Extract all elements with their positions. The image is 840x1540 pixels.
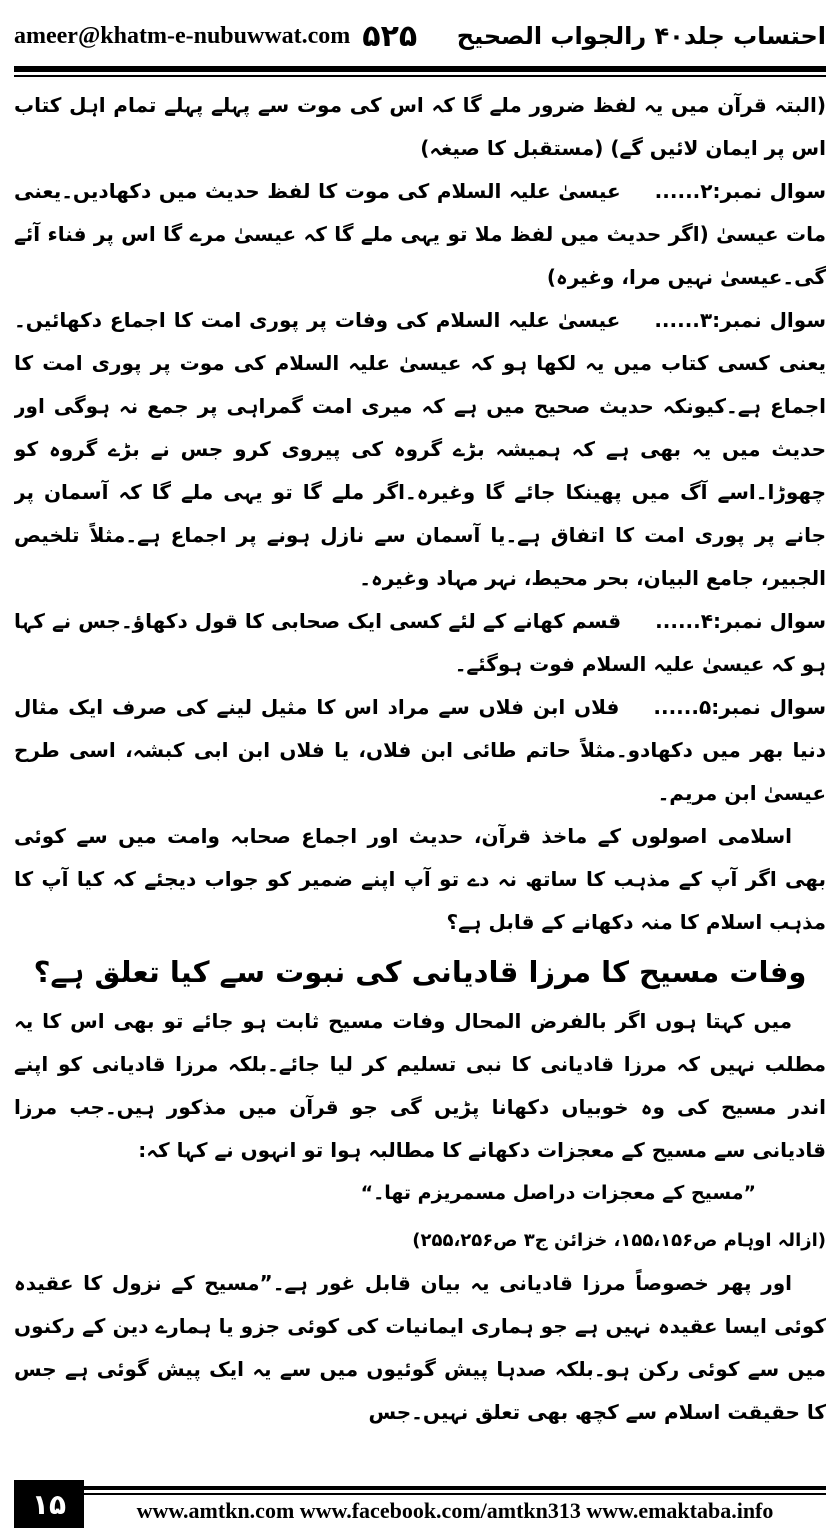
header-rule-thick: [14, 66, 826, 72]
paragraph-last: اور پھر خصوصاً مرزا قادیانی یہ بیان قابل غور ہے۔”مسیح کے نزول کا عقیدہ کوئی ایسا عقیدہ نہیں ہے جو ہماری ایمانیات کی کوئی جزو یا ہمارے دین کے رکنوں میں سے کوئی رکن ہو۔بلکہ صدہا پیش گوئیوں میں سے یہ ایک پیش گوئی ہے جس کا حقیقت اسلام سے کچھ بھی تعلق نہیں۔جس: [14, 1271, 826, 1424]
header-email: ameer@khatm-e-nubuwwat.com: [14, 22, 351, 49]
paragraph-principles: اسلامی اصولوں کے ماخذ قرآن، حدیث اور اجماع صحابہ وامت میں سے کوئی بھی اگر آپ کے مذہب کا ساتھ نہ دے تو آپ اپنے ضمیر کو جواب دیجئے کہ کیا آپ کا مذہب اسلام کا منہ دکھانے کے قابل ہے؟: [14, 824, 826, 934]
header-page-number: ۵۲۵: [362, 18, 418, 54]
quotation: ”مسیح کے معجزات دراصل مسمریزم تھا۔“: [360, 1182, 756, 1204]
page-header: [14, 8, 826, 64]
question-3-label: سوال نمبر:۳......: [654, 308, 826, 332]
footer-rule-thick: [84, 1486, 826, 1490]
question-5-text: فلاں ابن فلاں سے مراد اس کا مثیل لینے کی صرف ایک مثال دنیا بھر میں دکھادو۔مثلاً حاتم طائی ابن فلاں، یا فلاں ابن ابی کبشہ، اسی طرح عیسیٰ ابن مریم۔: [14, 695, 826, 805]
question-3-text: عیسیٰ علیہ السلام کی وفات پر پوری امت کا اجماع دکھائیں۔یعنی کسی کتاب میں یہ لکھا ہو کہ عیسیٰ علیہ السلام کی موت پر پوری امت کا اجماع ہے۔کیونکہ حدیث صحیح میں ہے کہ میری امت گمراہی پر جمع نہ ہوگی اور حدیث میں یہ بھی ہے کہ ہمیشہ بڑے گروہ کی پیروی کرو جس نے بڑے گروہ کو چھوڑا۔اسے آگ میں پھینکا جائے گا وغیرہ۔اگر ملے گا تو یہی ملے گا کہ آسمان پر جانے پر پوری امت کا اتفاق ہے۔یا آسمان سے نازل ہونے پر اجماع ہے۔مثلاً تلخیص الجبیر، جامع البیان، بحر محیط، نہر مہاد وغیرہ۔: [14, 308, 826, 590]
question-4-label: سوال نمبر:۴......: [655, 609, 826, 633]
footer-urls: www.amtkn.com www.facebook.com/amtkn313 www.emaktaba.info: [136, 1498, 774, 1523]
header-left: [14, 19, 417, 54]
reference-citation: (ازالہ اوہام ص۱۵۵،۱۵۶، خزائن ج۳ ص۲۵۵،۲۵۶): [412, 1230, 826, 1251]
question-2-label: سوال نمبر:۲......: [654, 179, 826, 203]
paragraph-quran-note: (البتہ قرآن میں یہ لفظ ضرور ملے گا کہ اس کی موت سے پہلے پہلے تمام اہل کتاب اس پر ایمان لائیں گے) (مستقبل کا صیغہ): [14, 93, 826, 160]
page-footer: [14, 1478, 826, 1530]
question-4-text: قسم کھانے کے لئے کسی ایک صحابی کا قول دکھاؤ۔جس نے کہا ہو کہ عیسیٰ علیہ السلام فوت ہوگئے۔: [14, 609, 826, 676]
footer-number-box: ۱۵: [14, 1480, 84, 1528]
footer-right: [84, 1480, 826, 1528]
question-2-text: عیسیٰ علیہ السلام کی موت کا لفظ حدیث میں دکھادیں۔یعنی مات عیسیٰ (اگر حدیث میں لفظ ملا تو یہی ملے گا کہ عیسیٰ مرے گا اس پر فناء آئے گی۔عیسیٰ نہیں مرا، وغیرہ): [14, 179, 826, 289]
page-body: [14, 84, 826, 1460]
header-rule-thin: [14, 75, 826, 77]
question-5-label: سوال نمبر:۵......: [653, 695, 826, 719]
footer-rule-thin: [84, 1493, 826, 1495]
question-2: [14, 170, 826, 299]
question-3: [14, 299, 826, 600]
section-heading: وفات مسیح کا مرزا قادیانی کی نبوت سے کیا تعلق ہے؟: [33, 955, 807, 989]
question-5: [14, 686, 826, 815]
paragraph-i-say: میں کہتا ہوں اگر بالفرض المحال وفات مسیح ثابت ہو جائے تو بھی اس کا یہ مطلب نہیں کہ مرزا قادیانی کا نبی تسلیم کر لیا جائے۔بلکہ مرزا قادیانی کو اپنے اندر مسیح کی وہ خوبیاں دکھانا پڑیں گی جو قرآن میں مذکور ہیں۔جب مرزا قادیانی سے مسیح کے معجزات دکھانے کا مطالبہ ہوا تو انہوں نے کہا کہ:: [14, 1009, 826, 1162]
header-book-title: احتساب جلد۴۰ رالجواب الصحیح: [456, 22, 826, 50]
question-4: [14, 600, 826, 686]
